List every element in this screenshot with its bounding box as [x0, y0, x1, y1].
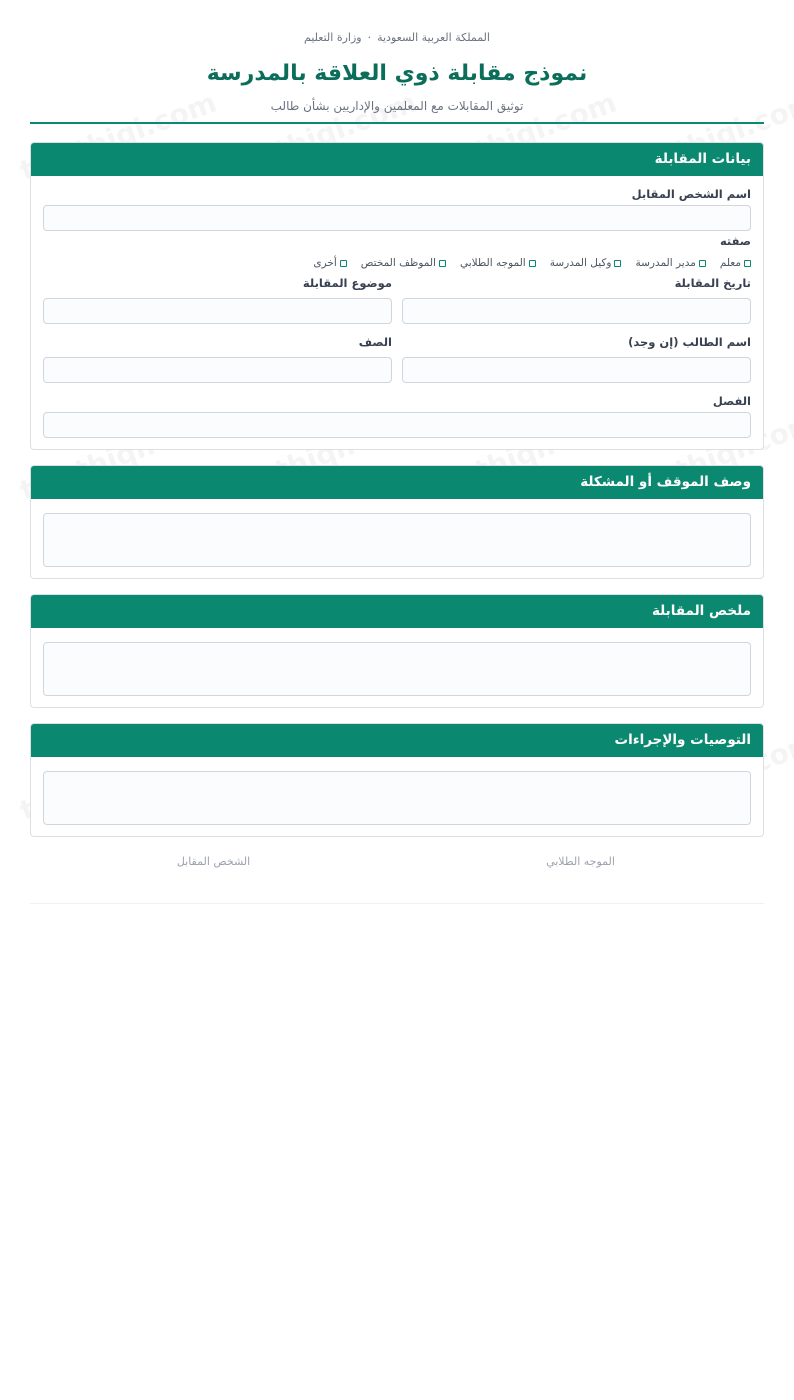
interviewee-signature: الشخص المقابل: [176, 855, 251, 868]
summary-section: [30, 594, 764, 708]
grade-label: الصف: [358, 335, 392, 349]
separator-dot: ·: [367, 31, 372, 44]
checkbox-icon[interactable]: [529, 260, 536, 267]
checkbox-icon[interactable]: [744, 260, 751, 267]
role-option-teacher[interactable]: معلم: [720, 257, 751, 269]
grade-field[interactable]: [43, 357, 392, 383]
ministry-name: وزارة التعليم: [304, 31, 362, 44]
footer-divider: [30, 903, 764, 904]
situation-section: [30, 465, 764, 579]
role-option-other[interactable]: أخرى: [313, 257, 346, 269]
section-body: [31, 757, 763, 836]
person-name-field[interactable]: [43, 205, 751, 231]
grade-column: [43, 334, 392, 383]
interview-data-section: [30, 142, 764, 450]
section-body: [31, 499, 763, 578]
recommendations-section: [30, 723, 764, 837]
date-subject-row: [43, 275, 751, 324]
student-name-label: اسم الطالب (إن وجد): [628, 335, 751, 349]
section-heading: وصف الموقف أو المشكلة: [31, 466, 763, 499]
summary-textarea[interactable]: [43, 642, 751, 696]
class-field[interactable]: [43, 412, 751, 438]
page-title: نموذج مقابلة ذوي العلاقة بالمدرسة: [206, 61, 588, 86]
signature-area: [30, 855, 764, 873]
role-label: صفته: [719, 234, 751, 248]
class-label: الفصل: [712, 394, 751, 408]
section-body: [31, 628, 763, 707]
checkbox-icon[interactable]: [699, 260, 706, 267]
subject-field[interactable]: [43, 298, 392, 324]
role-option-vice-principal[interactable]: وكيل المدرسة: [550, 257, 622, 269]
country-name: المملكة العربية السعودية: [377, 31, 490, 44]
role-option-staff[interactable]: الموظف المختص: [361, 257, 446, 269]
date-field[interactable]: [402, 298, 751, 324]
class-block: [43, 393, 751, 438]
subject-label: موضوع المقابلة: [302, 276, 392, 290]
section-body: [31, 176, 763, 449]
role-options: [43, 255, 751, 271]
section-heading: بيانات المقابلة: [31, 143, 763, 176]
page-subtitle: توثيق المقابلات مع المعلمين والإداريين بشأن طالب: [270, 99, 524, 113]
organization-line: [30, 30, 764, 46]
section-heading: التوصيات والإجراءات: [31, 724, 763, 757]
counselor-signature: الموجه الطلابي: [546, 855, 615, 868]
date-column: [402, 275, 751, 324]
document-header: [30, 0, 764, 124]
student-column: [402, 334, 751, 383]
checkbox-icon[interactable]: [439, 260, 446, 267]
section-heading: ملخص المقابلة: [31, 595, 763, 628]
checkbox-icon[interactable]: [340, 260, 347, 267]
checkbox-icon[interactable]: [614, 260, 621, 267]
date-label: تاريخ المقابلة: [674, 276, 751, 290]
person-name-label: اسم الشخص المقابل: [631, 187, 751, 201]
role-option-principal[interactable]: مدير المدرسة: [635, 257, 705, 269]
student-grade-row: [43, 334, 751, 383]
subject-column: [43, 275, 392, 324]
student-name-field[interactable]: [402, 357, 751, 383]
recommendations-textarea[interactable]: [43, 771, 751, 825]
header-divider: [30, 122, 764, 124]
role-option-counselor[interactable]: الموجه الطلابي: [460, 257, 536, 269]
situation-textarea[interactable]: [43, 513, 751, 567]
